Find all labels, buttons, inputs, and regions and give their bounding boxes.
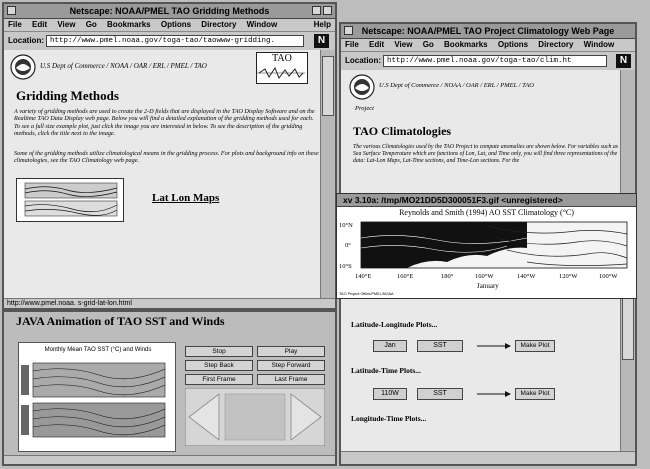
climatology-menubar [341,39,635,52]
dept-line: U.S Dept of Commerce / NOAA / OAR / ERL / PMEL / TAO [379,82,534,89]
x-tick-140w: 140°W [517,273,536,280]
menu-edit[interactable]: Edit [32,20,48,29]
netscape-n-icon[interactable]: N [314,34,329,48]
gridding-status-url: http://www.pmel.noaa. s-grid-lat-lon.html [7,300,132,307]
y-tick-10s: 10°S [339,263,352,270]
gridding-page-content [4,50,323,298]
gridding-window [2,2,337,310]
x-tick-160e: 160°E [397,273,414,280]
xv-window-title: xv 3.10a: /tmp/MO21DD5D300051F3.gif <unregistered> [343,195,563,205]
xv-image-window [336,193,637,299]
lat-lon-maps-link[interactable]: Lat Lon Maps [152,192,220,204]
xv-credit: TAO Project Office/PMEL/NOAA [339,292,394,296]
gridding-climatology-paragraph: Some of the gridding methods utilize climatological means in the gridding process. For plots and background info on these climatologies, see the TAO Climatology web page. [14,150,319,165]
lat-lon-make-plot-button[interactable]: Make Plot [515,340,555,352]
maximize-button[interactable] [323,6,332,15]
menu-window[interactable]: Window [246,20,278,29]
climatology-window-title: Netscape: NOAA/PMEL TAO Project Climatology Web Page [361,26,615,36]
y-tick-10n: 10°N [339,222,353,229]
climatology-titlebar[interactable] [341,24,635,39]
menu-options[interactable]: Options [497,40,529,49]
lat-lon-thumbnail[interactable] [16,178,124,222]
x-tick-180: 180° [441,273,454,280]
java-window [2,310,337,466]
x-tick-120w: 120°W [559,273,578,280]
dept-line-project: Project [355,105,374,112]
location-input[interactable]: http://www.pmel.noaa.gov/toga-tao/clim.ht [383,55,607,67]
window-menu-button[interactable] [344,26,353,35]
lat-time-plots-heading: Latitude-Time Plots... [351,366,421,375]
xv-plot-title: Reynolds and Smith (1994) AO SST Climatology (°C) [399,208,574,217]
step-forward-button[interactable]: Step Forward [257,360,325,371]
noaa-seal-icon [349,74,375,100]
tao-wave-graphic [257,65,305,81]
java-sst-wind-plot [19,357,173,449]
menu-view[interactable]: View [57,20,76,29]
menu-edit[interactable]: Edit [369,40,385,49]
arrow-right-icon [477,342,511,350]
menu-view[interactable]: View [394,40,413,49]
x-tick-140e: 140°E [355,273,372,280]
climatology-location-bar [341,52,635,71]
lat-lon-variable-select[interactable] [417,340,463,352]
lat-time-variable-value: SST [433,390,447,397]
first-frame-button[interactable]: First Frame [185,374,253,385]
menu-file[interactable]: File [345,40,359,49]
java-status-bar [4,455,335,464]
lat-lon-month-select[interactable] [373,340,407,352]
sst-climatology-map [337,218,636,298]
gridding-heading: Gridding Methods [16,88,119,103]
x-tick-160w: 160°W [475,273,494,280]
dept-line: U.S Dept of Commerce / NOAA / OAR / ERL / PMEL / TAO [40,62,207,70]
menu-directory[interactable]: Directory [538,40,574,49]
gridding-window-title: Netscape: NOAA/PMEL TAO Gridding Methods [69,6,270,16]
gridding-scrollbar[interactable] [320,50,335,298]
menu-help[interactable]: Help [313,20,331,29]
last-frame-button[interactable]: Last Frame [257,374,325,385]
location-label: Location: [8,36,44,45]
gridding-status-bar [4,298,335,308]
menu-options[interactable]: Options [160,20,192,29]
longitude-time-plots-heading: Longitude-Time Plots... [351,414,427,423]
minimize-button[interactable] [312,6,321,15]
climatology-status-bar [341,451,635,464]
x-tick-100w: 100°W [599,273,618,280]
lat-time-variable-select[interactable] [417,388,463,400]
animation-frame-slider[interactable] [185,388,325,446]
gridding-paragraph: A variety of gridding methods are used to create the 2-D fields that are displayed in the TAO Display Software and on the Realtime TAO Data Display web page. Below you will find a detailed explanation of the gridding methods used for each. To see a full size example plot, just click the image you are interested in below. To see the description of the gridding methods, click the title next to the image. [14,108,315,138]
lat-lon-variable-value: SST [433,342,447,349]
stop-button[interactable]: Stop [185,346,253,357]
location-input[interactable]: http://www.pmel.noaa.gov/toga-tao/taowww-gridding. [46,35,304,47]
window-menu-button[interactable] [7,6,16,15]
tao-logo[interactable] [256,52,308,84]
xv-titlebar[interactable] [337,194,636,207]
menu-window[interactable]: Window [583,40,615,49]
gridding-scroll-thumb[interactable] [322,56,334,116]
lat-lon-plots-heading: Latitude-Longitude Plots... [351,320,438,329]
java-title: JAVA Animation of TAO SST and Winds [16,314,225,328]
tao-logo-text: TAO [272,53,292,64]
lat-time-longitude-select[interactable] [373,388,407,400]
gridding-menubar [4,19,335,32]
play-button[interactable]: Play [257,346,325,357]
java-plot-title: Monthly Mean TAO SST (°C) and Winds [44,347,152,353]
y-tick-0: 0° [345,242,351,249]
netscape-n-icon[interactable]: N [616,54,631,68]
menu-go[interactable]: Go [422,40,434,49]
gridding-location-bar [4,32,335,51]
noaa-seal-icon [10,54,36,80]
lat-lon-month-value: Jan [384,342,396,349]
menu-go[interactable]: Go [85,20,97,29]
climatology-heading: TAO Climatologies [353,124,452,138]
menu-directory[interactable]: Directory [201,20,237,29]
climatology-paragraph: The various Climatologies used by the TAO Project to compute anomalies are shown below. For variables such as Sea Surface Temperature which are functions of Lon, Lat, and Time only, you will find three representations of the data: Lat-Lon Maps, Lat-Time sections, and Time-Lon sections. For the [353,144,619,164]
menu-bookmarks[interactable]: Bookmarks [107,20,151,29]
menu-bookmarks[interactable]: Bookmarks [444,40,488,49]
location-label: Location: [345,56,381,65]
lat-lon-thumbnail-plot [17,179,121,219]
lat-time-longitude-value: 110W [381,390,399,397]
arrow-right-icon [477,390,511,398]
lat-time-make-plot-button[interactable]: Make Plot [515,388,555,400]
x-axis-label: January [477,282,499,290]
java-plot-panel [18,342,176,452]
gridding-titlebar[interactable] [4,4,335,19]
menu-file[interactable]: File [8,20,22,29]
step-back-button[interactable]: Step Back [185,360,253,371]
